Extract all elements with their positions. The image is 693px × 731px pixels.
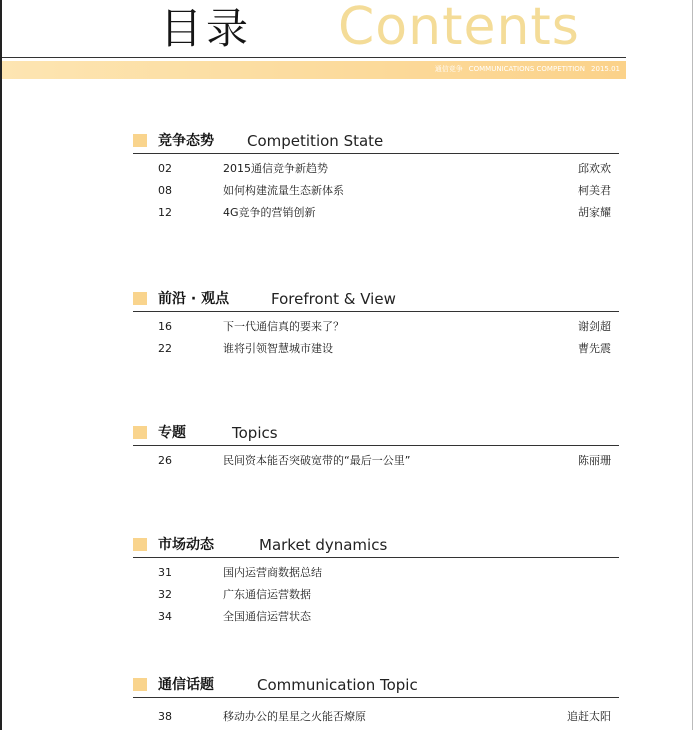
section-divider (133, 557, 619, 558)
toc-section-forefront (133, 289, 619, 355)
section-marker (133, 134, 147, 147)
entry-title: 谁将引领智慧城市建设 (223, 342, 333, 355)
band-caption (429, 64, 620, 75)
entry-title: 广东通信运营数据 (223, 588, 311, 601)
entry-page-number: 32 (158, 588, 172, 601)
entry-page-number: 02 (158, 162, 172, 175)
entry-title: 如何构建流量生态新体系 (223, 184, 344, 197)
toc-entry[interactable] (133, 319, 619, 341)
section-marker (133, 292, 147, 305)
section-title-chinese: 前沿 · 观点 (158, 291, 230, 307)
section-divider (133, 445, 619, 446)
toc-entry[interactable] (133, 587, 619, 609)
entry-page-number: 26 (158, 454, 172, 467)
section-title-chinese: 市场动态 (158, 537, 214, 553)
section-header (133, 289, 619, 309)
section-title-english: Communication Topic (257, 676, 418, 694)
entry-page-number: 12 (158, 206, 172, 219)
entry-title: 2015通信竞争新趋势 (223, 162, 328, 175)
entry-title: 民间资本能否突破宽带的“最后一公里” (223, 454, 411, 467)
section-title-chinese: 竞争态势 (158, 133, 214, 149)
toc-entry[interactable] (133, 609, 619, 631)
section-title-chinese: 专题 (158, 425, 186, 441)
entry-page-number: 22 (158, 342, 172, 355)
entry-title: 国内运营商数据总结 (223, 566, 322, 579)
entry-author: 邱欢欢 (578, 162, 611, 175)
section-divider (133, 311, 619, 312)
band-magazine-english: COMMUNICATIONS COMPETITION (468, 65, 586, 73)
header-band (2, 61, 626, 79)
section-entries (133, 709, 619, 731)
section-marker (133, 426, 147, 439)
band-issue-date: 2015.01 (591, 65, 620, 73)
section-entries (133, 319, 619, 363)
entry-title: 4G竞争的营销创新 (223, 206, 316, 219)
toc-entry[interactable] (133, 565, 619, 587)
toc-section-communication (133, 675, 619, 723)
header-divider (2, 57, 626, 58)
toc-section-competition (133, 131, 619, 219)
section-title-english: Topics (232, 424, 278, 442)
section-entries (133, 161, 619, 227)
entry-page-number: 34 (158, 610, 172, 623)
section-marker (133, 538, 147, 551)
toc-entry[interactable] (133, 709, 619, 731)
entry-page-number: 16 (158, 320, 172, 333)
section-header (133, 131, 619, 151)
toc-entry[interactable] (133, 341, 619, 363)
entry-author: 追赶太阳 (567, 710, 611, 723)
section-title-chinese: 通信话题 (158, 677, 214, 693)
band-magazine-name: 通信竞争 (434, 65, 463, 73)
section-title-english: Market dynamics (259, 536, 388, 554)
entry-page-number: 31 (158, 566, 172, 579)
entry-title: 下一代通信真的要来了？ (223, 320, 344, 333)
section-header (133, 423, 619, 443)
toc-entry[interactable] (133, 161, 619, 183)
toc-entry[interactable] (133, 453, 619, 475)
toc-entry[interactable] (133, 183, 619, 205)
section-header (133, 675, 619, 695)
toc-entry[interactable] (133, 205, 619, 227)
entry-author: 曹先震 (578, 342, 611, 355)
section-divider (133, 153, 619, 154)
section-marker (133, 678, 147, 691)
toc-section-market (133, 535, 619, 623)
entry-title: 移动办公的星星之火能否燎原 (223, 710, 366, 723)
toc-section-topics (133, 423, 619, 467)
page-left-border (0, 0, 2, 730)
section-divider (133, 697, 619, 698)
entry-author: 陈丽珊 (578, 454, 611, 467)
entry-page-number: 08 (158, 184, 172, 197)
page-title-english: Contents (338, 0, 580, 57)
entry-title: 全国通信运营状态 (223, 610, 311, 623)
section-entries (133, 453, 619, 475)
section-header (133, 535, 619, 555)
entry-author: 柯美君 (578, 184, 611, 197)
section-title-english: Forefront & View (271, 290, 396, 308)
entry-author: 胡家耀 (578, 206, 611, 219)
page-title-chinese: 目录 (160, 4, 253, 53)
section-entries (133, 565, 619, 631)
entry-page-number: 38 (158, 710, 172, 723)
section-title-english: Competition State (247, 132, 384, 150)
entry-author: 谢剑超 (578, 320, 611, 333)
